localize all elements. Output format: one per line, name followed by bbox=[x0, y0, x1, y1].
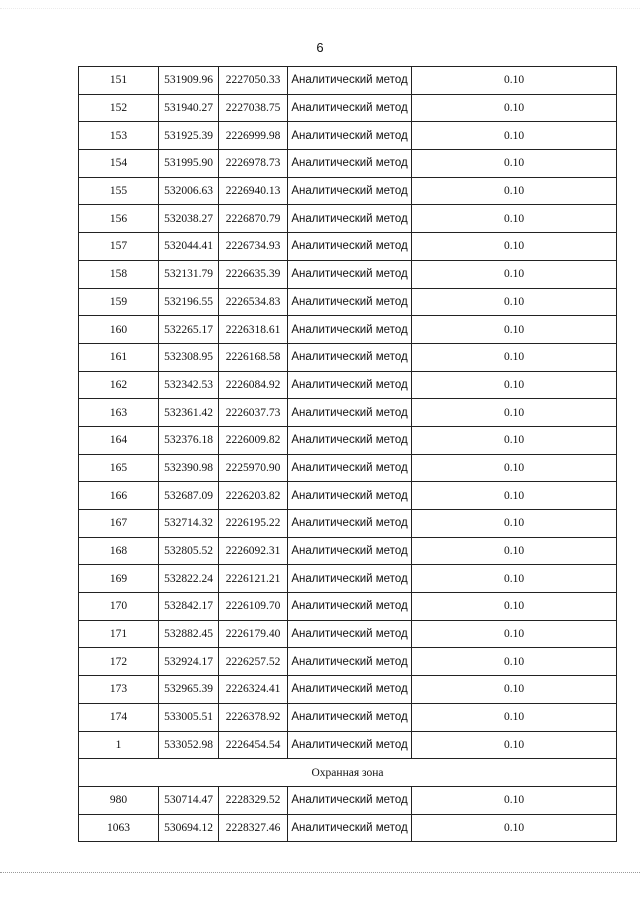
table-row bbox=[79, 482, 617, 510]
table-row bbox=[79, 537, 617, 565]
table-row bbox=[79, 122, 617, 150]
error-cell: 0.10 bbox=[412, 67, 617, 95]
table-row bbox=[79, 399, 617, 427]
y-coordinate-cell: 2226940.13 bbox=[219, 177, 288, 205]
point-number-cell: 166 bbox=[79, 482, 159, 510]
x-coordinate-cell: 532805.52 bbox=[159, 537, 219, 565]
coordinates-table bbox=[78, 66, 617, 842]
method-cell: Аналитический метод bbox=[288, 177, 412, 205]
error-cell: 0.10 bbox=[412, 565, 617, 593]
point-number-cell: 155 bbox=[79, 177, 159, 205]
point-number-cell: 171 bbox=[79, 620, 159, 648]
y-coordinate-cell: 2226121.21 bbox=[219, 565, 288, 593]
y-coordinate-cell: 2225970.90 bbox=[219, 454, 288, 482]
point-number-cell: 156 bbox=[79, 205, 159, 233]
method-cell: Аналитический метод bbox=[288, 205, 412, 233]
point-number-cell: 980 bbox=[79, 786, 159, 814]
point-number-cell: 161 bbox=[79, 343, 159, 371]
x-coordinate-cell: 532342.53 bbox=[159, 371, 219, 399]
x-coordinate-cell: 530694.12 bbox=[159, 814, 219, 842]
error-cell: 0.10 bbox=[412, 150, 617, 178]
point-number-cell: 1063 bbox=[79, 814, 159, 842]
error-cell: 0.10 bbox=[412, 316, 617, 344]
table-row bbox=[79, 648, 617, 676]
y-coordinate-cell: 2226037.73 bbox=[219, 399, 288, 427]
x-coordinate-cell: 532714.32 bbox=[159, 510, 219, 538]
x-coordinate-cell: 532308.95 bbox=[159, 343, 219, 371]
table-row bbox=[79, 426, 617, 454]
x-coordinate-cell: 530714.47 bbox=[159, 786, 219, 814]
method-cell: Аналитический метод bbox=[288, 150, 412, 178]
error-cell: 0.10 bbox=[412, 233, 617, 261]
scan-edge-dots bbox=[0, 872, 640, 873]
error-cell: 0.10 bbox=[412, 786, 617, 814]
x-coordinate-cell: 531925.39 bbox=[159, 122, 219, 150]
x-coordinate-cell: 533005.51 bbox=[159, 703, 219, 731]
error-cell: 0.10 bbox=[412, 122, 617, 150]
table-row bbox=[79, 620, 617, 648]
y-coordinate-cell: 2226009.82 bbox=[219, 426, 288, 454]
method-cell: Аналитический метод bbox=[288, 593, 412, 621]
method-cell: Аналитический метод bbox=[288, 94, 412, 122]
error-cell: 0.10 bbox=[412, 703, 617, 731]
x-coordinate-cell: 532044.41 bbox=[159, 233, 219, 261]
method-cell: Аналитический метод bbox=[288, 648, 412, 676]
table-row bbox=[79, 814, 617, 842]
y-coordinate-cell: 2226870.79 bbox=[219, 205, 288, 233]
y-coordinate-cell: 2226378.92 bbox=[219, 703, 288, 731]
point-number-cell: 153 bbox=[79, 122, 159, 150]
y-coordinate-cell: 2226195.22 bbox=[219, 510, 288, 538]
table-row bbox=[79, 454, 617, 482]
x-coordinate-cell: 532376.18 bbox=[159, 426, 219, 454]
x-coordinate-cell: 532196.55 bbox=[159, 288, 219, 316]
error-cell: 0.10 bbox=[412, 537, 617, 565]
point-number-cell: 157 bbox=[79, 233, 159, 261]
table-row bbox=[79, 205, 617, 233]
point-number-cell: 169 bbox=[79, 565, 159, 593]
method-cell: Аналитический метод bbox=[288, 731, 412, 759]
table-row bbox=[79, 676, 617, 704]
y-coordinate-cell: 2226092.31 bbox=[219, 537, 288, 565]
method-cell: Аналитический метод bbox=[288, 703, 412, 731]
table-row bbox=[79, 703, 617, 731]
method-cell: Аналитический метод bbox=[288, 786, 412, 814]
method-cell: Аналитический метод bbox=[288, 67, 412, 95]
error-cell: 0.10 bbox=[412, 648, 617, 676]
point-number-cell: 167 bbox=[79, 510, 159, 538]
method-cell: Аналитический метод bbox=[288, 343, 412, 371]
error-cell: 0.10 bbox=[412, 260, 617, 288]
point-number-cell: 172 bbox=[79, 648, 159, 676]
point-number-cell: 174 bbox=[79, 703, 159, 731]
y-coordinate-cell: 2227050.33 bbox=[219, 67, 288, 95]
table-row bbox=[79, 371, 617, 399]
point-number-cell: 152 bbox=[79, 94, 159, 122]
table-row bbox=[79, 731, 617, 759]
y-coordinate-cell: 2226324.41 bbox=[219, 676, 288, 704]
page-number: 6 bbox=[316, 40, 324, 55]
point-number-cell: 151 bbox=[79, 67, 159, 95]
error-cell: 0.10 bbox=[412, 510, 617, 538]
table-row bbox=[79, 177, 617, 205]
error-cell: 0.10 bbox=[412, 94, 617, 122]
y-coordinate-cell: 2227038.75 bbox=[219, 94, 288, 122]
table-row bbox=[79, 150, 617, 178]
error-cell: 0.10 bbox=[412, 177, 617, 205]
x-coordinate-cell: 532006.63 bbox=[159, 177, 219, 205]
error-cell: 0.10 bbox=[412, 426, 617, 454]
x-coordinate-cell: 532924.17 bbox=[159, 648, 219, 676]
method-cell: Аналитический метод bbox=[288, 620, 412, 648]
x-coordinate-cell: 532131.79 bbox=[159, 260, 219, 288]
method-cell: Аналитический метод bbox=[288, 399, 412, 427]
y-coordinate-cell: 2228327.46 bbox=[219, 814, 288, 842]
error-cell: 0.10 bbox=[412, 288, 617, 316]
point-number-cell: 163 bbox=[79, 399, 159, 427]
y-coordinate-cell: 2226203.82 bbox=[219, 482, 288, 510]
table-row bbox=[79, 343, 617, 371]
method-cell: Аналитический метод bbox=[288, 371, 412, 399]
table-row bbox=[79, 593, 617, 621]
method-cell: Аналитический метод bbox=[288, 260, 412, 288]
method-cell: Аналитический метод bbox=[288, 454, 412, 482]
method-cell: Аналитический метод bbox=[288, 426, 412, 454]
point-number-cell: 170 bbox=[79, 593, 159, 621]
point-number-cell: 162 bbox=[79, 371, 159, 399]
x-coordinate-cell: 533052.98 bbox=[159, 731, 219, 759]
y-coordinate-cell: 2226168.58 bbox=[219, 343, 288, 371]
y-coordinate-cell: 2226109.70 bbox=[219, 593, 288, 621]
x-coordinate-cell: 532390.98 bbox=[159, 454, 219, 482]
method-cell: Аналитический метод bbox=[288, 288, 412, 316]
x-coordinate-cell: 532882.45 bbox=[159, 620, 219, 648]
method-cell: Аналитический метод bbox=[288, 482, 412, 510]
table-row bbox=[79, 786, 617, 814]
error-cell: 0.10 bbox=[412, 620, 617, 648]
error-cell: 0.10 bbox=[412, 454, 617, 482]
y-coordinate-cell: 2226257.52 bbox=[219, 648, 288, 676]
point-number-cell: 168 bbox=[79, 537, 159, 565]
y-coordinate-cell: 2226084.92 bbox=[219, 371, 288, 399]
x-coordinate-cell: 531940.27 bbox=[159, 94, 219, 122]
y-coordinate-cell: 2226978.73 bbox=[219, 150, 288, 178]
x-coordinate-cell: 532842.17 bbox=[159, 593, 219, 621]
error-cell: 0.10 bbox=[412, 371, 617, 399]
y-coordinate-cell: 2226179.40 bbox=[219, 620, 288, 648]
x-coordinate-cell: 531995.90 bbox=[159, 150, 219, 178]
y-coordinate-cell: 2226635.39 bbox=[219, 260, 288, 288]
y-coordinate-cell: 2226734.93 bbox=[219, 233, 288, 261]
point-number-cell: 165 bbox=[79, 454, 159, 482]
y-coordinate-cell: 2228329.52 bbox=[219, 786, 288, 814]
error-cell: 0.10 bbox=[412, 676, 617, 704]
table-row bbox=[79, 288, 617, 316]
y-coordinate-cell: 2226454.54 bbox=[219, 731, 288, 759]
section-title: Охранная зона bbox=[79, 759, 617, 787]
error-cell: 0.10 bbox=[412, 205, 617, 233]
y-coordinate-cell: 2226999.98 bbox=[219, 122, 288, 150]
method-cell: Аналитический метод bbox=[288, 565, 412, 593]
error-cell: 0.10 bbox=[412, 399, 617, 427]
x-coordinate-cell: 532038.27 bbox=[159, 205, 219, 233]
method-cell: Аналитический метод bbox=[288, 122, 412, 150]
x-coordinate-cell: 531909.96 bbox=[159, 67, 219, 95]
point-number-cell: 1 bbox=[79, 731, 159, 759]
point-number-cell: 159 bbox=[79, 288, 159, 316]
section-row bbox=[79, 759, 617, 787]
error-cell: 0.10 bbox=[412, 814, 617, 842]
error-cell: 0.10 bbox=[412, 593, 617, 621]
point-number-cell: 160 bbox=[79, 316, 159, 344]
error-cell: 0.10 bbox=[412, 343, 617, 371]
method-cell: Аналитический метод bbox=[288, 676, 412, 704]
point-number-cell: 164 bbox=[79, 426, 159, 454]
coordinates-table-body bbox=[79, 67, 617, 842]
point-number-cell: 154 bbox=[79, 150, 159, 178]
table-row bbox=[79, 94, 617, 122]
table-row bbox=[79, 233, 617, 261]
x-coordinate-cell: 532822.24 bbox=[159, 565, 219, 593]
table-row bbox=[79, 565, 617, 593]
table-row bbox=[79, 260, 617, 288]
y-coordinate-cell: 2226534.83 bbox=[219, 288, 288, 316]
method-cell: Аналитический метод bbox=[288, 510, 412, 538]
table-row bbox=[79, 67, 617, 95]
method-cell: Аналитический метод bbox=[288, 537, 412, 565]
table-row bbox=[79, 510, 617, 538]
x-coordinate-cell: 532965.39 bbox=[159, 676, 219, 704]
error-cell: 0.10 bbox=[412, 731, 617, 759]
method-cell: Аналитический метод bbox=[288, 814, 412, 842]
error-cell: 0.10 bbox=[412, 482, 617, 510]
x-coordinate-cell: 532361.42 bbox=[159, 399, 219, 427]
x-coordinate-cell: 532265.17 bbox=[159, 316, 219, 344]
table-row bbox=[79, 316, 617, 344]
method-cell: Аналитический метод bbox=[288, 316, 412, 344]
method-cell: Аналитический метод bbox=[288, 233, 412, 261]
scan-edge-dots-top bbox=[0, 8, 640, 9]
x-coordinate-cell: 532687.09 bbox=[159, 482, 219, 510]
y-coordinate-cell: 2226318.61 bbox=[219, 316, 288, 344]
point-number-cell: 158 bbox=[79, 260, 159, 288]
point-number-cell: 173 bbox=[79, 676, 159, 704]
